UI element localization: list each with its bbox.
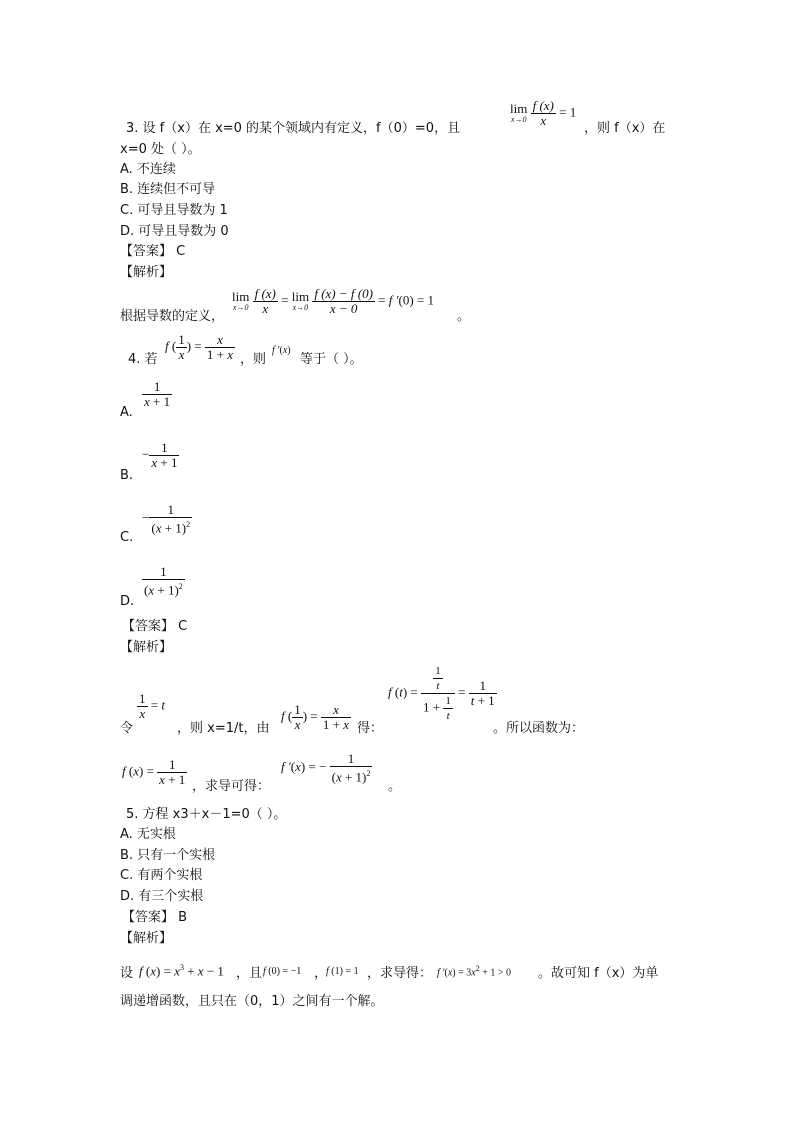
q5-answer: 【答案】 B (122, 910, 188, 925)
q4-option-d-label: D. (120, 594, 135, 609)
q3-option-a: A. 不连续 (120, 162, 176, 177)
q3-analysis-label: 【解析】 (120, 265, 173, 280)
q5-analysis-line1-c: ， (314, 966, 328, 981)
q4-option-d-formula: $\frac{1}{(x + 1)^2}$ (144, 564, 183, 598)
q4-analysis-line1-b: ，则 x=1/t，由 (177, 721, 270, 736)
q5-fx-definition-formula: f $(x) = x^3 + x - 1$ (139, 963, 224, 979)
q4-analysis-line2-d: 。 (388, 779, 402, 794)
q4-option-c-formula: − $\frac{1}{(x + 1)^2}$ (142, 502, 191, 536)
q4-answer: 【答案】 C (122, 619, 188, 634)
q4-substitution-formula: $\frac{1}{x}$ = t (139, 691, 165, 721)
q4-fprime-result-formula: f ′(x) = − $\frac{1}{(x + 1)^2}$ (281, 751, 371, 785)
q3-option-b: B. 连续但不可导 (120, 182, 216, 197)
q5-option-a: A. 无实根 (120, 827, 176, 842)
q4-option-b-formula: − $\frac{1}{x + 1}$ (142, 440, 178, 470)
q3-analysis-text-a: 根据导数的定义， (120, 309, 225, 324)
q4-ft-derivation-formula: f (t) = $\frac{1}{t}$ 1 + $\frac{1}{t}$ = $\frac{1}{t + 1}$ (388, 665, 495, 722)
q3-derivative-definition-formula: lim x→0 $\frac{f (x)}{x}$ = lim x→0 $\frac{f (x) - f (0)}{x - 0}$ = f ′(0) = 1 (232, 286, 434, 316)
q4-stem-b: ，则 (240, 352, 267, 367)
q3-answer: 【答案】 C (120, 244, 186, 259)
q4-given-equation-repeat: f ( $\frac{1}{x}$ ) = $\frac{x}{1 + x}$ (281, 702, 350, 732)
q5-analysis-line1-e: 。故可知 f（x）为单 (538, 966, 659, 981)
q4-analysis-line2-b: ，求导可得： (192, 779, 271, 794)
q4-stem-a: 4. 若 (128, 352, 158, 367)
q4-option-c-label: C. (120, 530, 134, 545)
q3-stem-line2: x=0 处（ ）。 (120, 142, 201, 157)
q5-option-c: C. 有两个实根 (120, 868, 203, 883)
q5-analysis-line2: 调递增函数，且只在（0，1）之间有一个解。 (120, 994, 384, 1009)
q5-f0-value-formula: f (0) = −1 (263, 966, 302, 977)
q3-option-d: D. 可导且导数为 0 (120, 224, 229, 239)
q4-analysis-line1-d: 。所以函数为： (493, 721, 585, 736)
q5-stem: 5. 方程 x3＋x－1=0（ ）。 (126, 807, 287, 822)
q4-analysis-line1-c: 得： (357, 721, 384, 736)
q4-option-a-label: A. (120, 405, 133, 420)
q3-stem-line1-b: ，则 f（x）在 (584, 121, 666, 136)
q5-option-d: D. 有三个实根 (120, 889, 204, 904)
q3-stem-line1-a: 3. 设 f（x）在 x=0 的某个领域内有定义，f（0）=0，且 (126, 121, 461, 136)
q5-derivative-formula: f $'(x) = 3x^2 + 1 > 0$ (437, 964, 511, 979)
q3-limit-formula: lim x→0 $\frac{f (x)}{x}$ = 1 (510, 98, 577, 128)
q4-fprime-symbol: f ′(x) (272, 345, 291, 356)
q4-stem-c: 等于（ ）。 (300, 352, 363, 367)
q5-f1-value-formula: f (1) = 1 (326, 966, 359, 977)
q4-fx-result-formula: f (x) = $\frac{1}{x + 1}$ (122, 757, 186, 787)
q4-analysis-label: 【解析】 (120, 640, 173, 655)
q5-analysis-label: 【解析】 (120, 931, 173, 946)
q5-analysis-line1-b: ，且 (236, 966, 263, 981)
q4-option-a-formula: $\frac{1}{x + 1}$ (144, 379, 171, 409)
q5-option-b: B. 只有一个实根 (120, 848, 216, 863)
q4-given-equation: f ( $\frac{1}{x}$ ) = $\frac{x}{1 + x}$ (165, 332, 234, 362)
q4-option-b-label: B. (120, 468, 134, 483)
q3-analysis-text-b: 。 (457, 309, 471, 324)
q5-analysis-line1-d: ，求导得： (367, 966, 433, 981)
q5-analysis-line1-a: 设 (120, 966, 134, 981)
q3-option-c: C. 可导且导数为 1 (120, 203, 228, 218)
q4-analysis-line1-a: 令 (120, 721, 134, 736)
